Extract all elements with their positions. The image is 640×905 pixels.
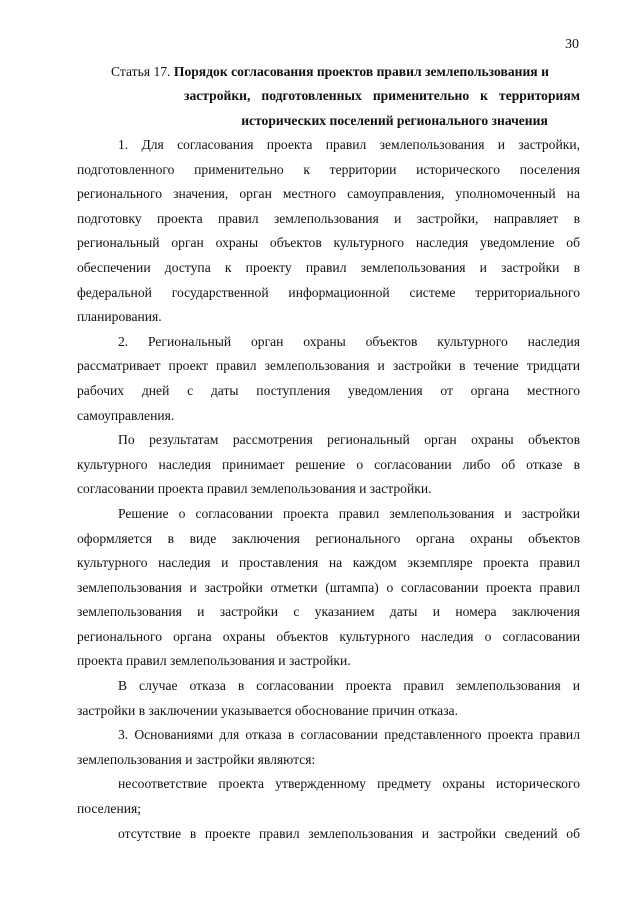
text-line: землепользования и застройки отметки (штампа) о согласовании проекта правил xyxy=(77,579,580,595)
text-line: несоответствие проекта утвержденному предмету охраны исторического xyxy=(118,776,580,792)
text-line: подготовленного применительно к территории исторического поселения xyxy=(77,161,580,177)
text-line: культурного наследия принимает решение о согласовании либо об отказе в xyxy=(77,456,580,472)
article-heading-line-3 xyxy=(77,109,580,133)
text-line: оформляется в виде заключения регионального органа охраны объектов xyxy=(77,530,580,546)
text-line: рабочих дней с даты поступления уведомления от органа местного xyxy=(77,382,580,398)
document-body xyxy=(77,133,580,846)
text-line: отсутствие в проекте правил землепользования и застройки сведений об xyxy=(118,825,580,841)
text-line: По результатам рассмотрения региональный орган охраны объектов xyxy=(118,432,580,448)
text-line: 1. Для согласования проекта правил землепользования и застройки, xyxy=(118,137,580,152)
paragraph-2 xyxy=(77,330,580,428)
text-line: культурного наследия и проставления на каждом экземпляре проекта правил xyxy=(77,555,580,571)
text-line: застройки в заключении указывается обоснование причин отказа. xyxy=(77,702,458,718)
article-heading-line-2 xyxy=(77,84,580,108)
text-line: В случае отказа в согласовании проекта правил землепользования и xyxy=(118,678,580,694)
text-line: регионального органа охраны объектов культурного наследия о согласовании xyxy=(77,628,580,644)
article-title-part-2: застройки, подготовленных применительно к территориям xyxy=(184,88,580,104)
paragraph-5 xyxy=(77,674,580,723)
text-line: обеспечении доступа к проекту правил землепользования и застройки в xyxy=(77,259,580,275)
text-line: рассматривает проект правил землепользования и застройки в течение тридцати xyxy=(77,358,580,374)
article-heading xyxy=(77,60,580,133)
page-number: 30 xyxy=(565,37,579,52)
text-line: согласовании проекта правил землепользования и застройки. xyxy=(77,481,432,497)
text-line: регионального значения, орган местного самоуправления, уполномоченный на xyxy=(77,186,580,202)
text-line: региональный орган охраны объектов культурного наследия уведомление об xyxy=(77,235,580,251)
text-line: землепользования и застройки являются: xyxy=(77,751,316,767)
text-line: землепользования и застройки с указанием даты и номера заключения xyxy=(77,604,580,620)
paragraph-7 xyxy=(77,772,580,821)
article-title-part-3: исторических поселений регионального значения xyxy=(241,112,548,128)
text-line: федеральной государственной информационной системе территориального xyxy=(77,284,580,300)
article-title-part-1: Порядок согласования проектов правил землепользования и xyxy=(173,64,549,79)
article-heading-line-1 xyxy=(77,60,580,84)
paragraph-6 xyxy=(77,723,580,772)
paragraph-1 xyxy=(77,133,580,330)
text-line: подготовку проекта правил землепользования и застройки, направляет в xyxy=(77,210,580,226)
paragraph-8 xyxy=(77,822,580,847)
paragraph-4 xyxy=(77,502,580,674)
text-line: 3. Основаниями для отказа в согласовании представленного проекта правил xyxy=(118,727,580,743)
text-line: поселения; xyxy=(77,801,142,817)
text-line: проекта правил землепользования и застройки. xyxy=(77,653,351,669)
text-line: 2. Региональный орган охраны объектов культурного наследия xyxy=(118,333,580,349)
text-line: Решение о согласовании проекта правил землепользования и застройки xyxy=(118,505,580,521)
article-label: Статья 17. xyxy=(111,64,171,79)
text-line: планирования. xyxy=(77,309,162,325)
paragraph-3 xyxy=(77,428,580,502)
text-line: самоуправления. xyxy=(77,407,175,423)
